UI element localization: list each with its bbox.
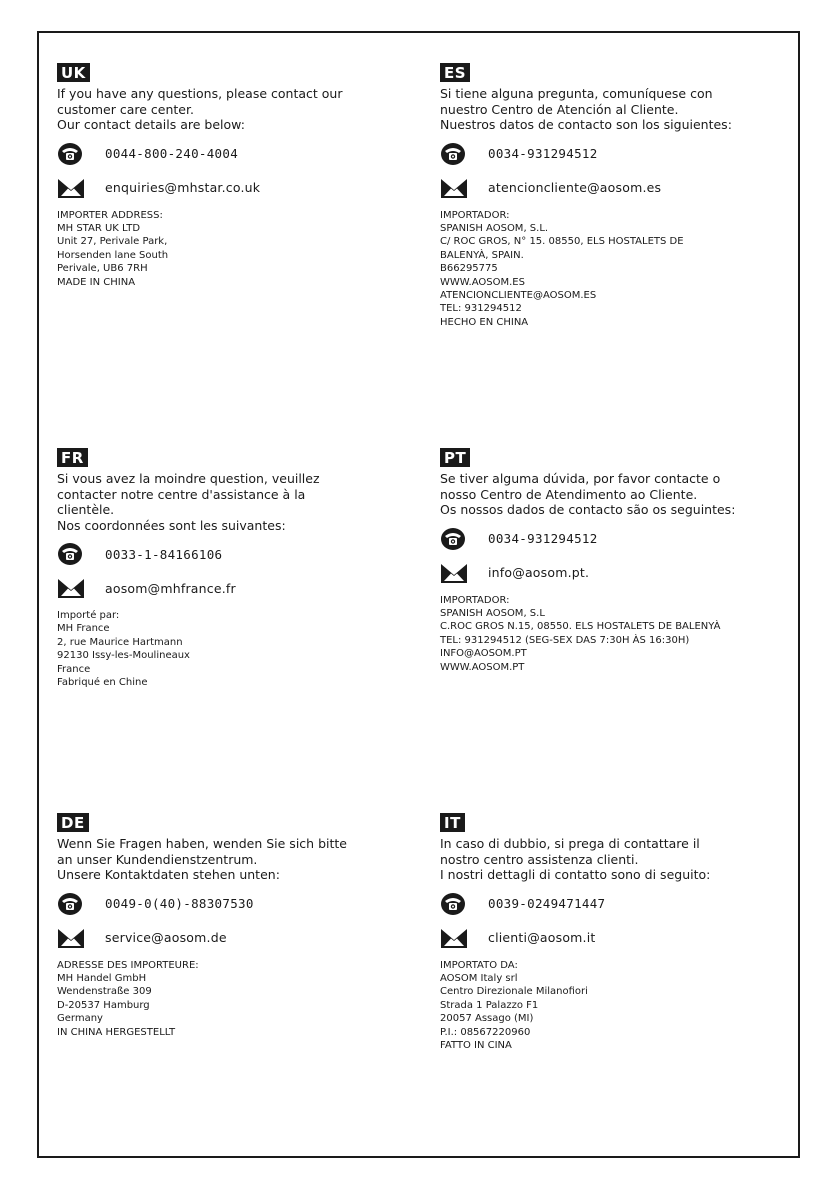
telephone-icon — [440, 527, 470, 551]
address-line: SPANISH AOSOM, S.L. — [440, 222, 549, 234]
address-line: Fabriqué en Chine — [57, 677, 148, 689]
country-code-badge: UK — [57, 63, 90, 82]
email-address: service@aosom.de — [105, 930, 227, 945]
importer-address — [440, 594, 810, 674]
phone-row — [440, 141, 810, 167]
phone-row — [440, 526, 810, 552]
phone-number: 0044-800-240-4004 — [105, 146, 239, 161]
address-line: 92130 Issy-les-Moulineaux — [57, 650, 190, 662]
intro-text — [440, 471, 810, 518]
email-address: clienti@aosom.it — [488, 930, 596, 945]
country-code-badge: FR — [57, 448, 88, 467]
contact-section-uk — [57, 63, 427, 289]
telephone-icon — [440, 892, 470, 916]
address-line: Horsenden lane South — [57, 249, 169, 261]
email-address: info@aosom.pt. — [488, 565, 590, 580]
address-line: MH France — [57, 623, 110, 635]
phone-number: 0034-931294512 — [488, 146, 598, 161]
intro-line: Our contact details are below: — [57, 117, 245, 132]
intro-line: Si vous avez la moindre question, veuillez — [57, 471, 320, 486]
intro-text — [440, 836, 810, 883]
address-line: Perivale, UB6 7RH — [57, 263, 148, 275]
address-line: ADRESSE DES IMPORTEURE: — [57, 959, 199, 971]
importer-address — [440, 959, 810, 1053]
address-line: IN CHINA HERGESTELLT — [57, 1026, 176, 1038]
envelope-icon — [440, 561, 470, 585]
email-address: enquiries@mhstar.co.uk — [105, 180, 261, 195]
intro-line: an unser Kundendienstzentrum. — [57, 851, 258, 867]
phone-number: 0039-0249471447 — [488, 896, 606, 911]
intro-text — [57, 836, 427, 883]
intro-line: Nos coordonnées sont les suivantes: — [57, 517, 286, 533]
intro-line: nostro centro assistenza clienti. — [440, 851, 639, 867]
phone-number: 0033-1-84166106 — [105, 546, 223, 562]
intro-line: I nostri dettagli di contatto sono di seguito: — [440, 867, 711, 882]
envelope-icon — [57, 576, 87, 600]
intro-text — [57, 86, 427, 133]
email-row — [57, 575, 427, 601]
phone-number: 0034-931294512 — [488, 531, 598, 546]
importer-address — [57, 209, 427, 289]
address-line: 2, rue Maurice Hartmann — [57, 636, 183, 648]
intro-line: customer care center. — [57, 101, 194, 117]
address-line: B66295775 — [440, 263, 498, 275]
address-line: P.I.: 08567220960 — [440, 1026, 531, 1038]
address-line: C.ROC GROS N.15, 08550. ELS HOSTALETS DE BALENYÀ — [440, 621, 721, 633]
intro-text — [57, 471, 427, 533]
contact-section-es — [440, 63, 810, 329]
envelope-icon — [57, 176, 87, 200]
intro-line: contacter notre centre d'assistance à la — [57, 486, 306, 502]
country-code-badge: DE — [57, 813, 89, 832]
importer-address — [57, 959, 427, 1039]
address-line: FATTO IN CINA — [440, 1039, 512, 1051]
address-line: Centro Direzionale Milanofiori — [440, 986, 588, 998]
importer-address — [57, 609, 427, 689]
address-line: D-20537 Hamburg — [57, 999, 150, 1011]
address-line: 20057 Assago (MI) — [440, 1013, 534, 1025]
email-row — [440, 175, 810, 201]
address-line: France — [57, 663, 91, 675]
intro-line: Si tiene alguna pregunta, comuníquese con — [440, 86, 713, 101]
intro-line: Wenn Sie Fragen haben, wenden Sie sich bitte — [57, 836, 347, 851]
telephone-icon — [57, 142, 87, 166]
address-line: BALENYÀ, SPAIN. — [440, 249, 524, 261]
address-line: INFO@AOSOM.PT — [440, 648, 527, 660]
phone-row — [57, 541, 427, 567]
address-line: HECHO EN CHINA — [440, 316, 529, 328]
phone-row — [440, 891, 810, 917]
email-row — [57, 925, 427, 951]
telephone-icon — [57, 892, 87, 916]
address-line: MH STAR UK LTD — [57, 222, 141, 234]
contact-section-de — [57, 813, 427, 1039]
country-code-badge: PT — [440, 448, 470, 467]
phone-number: 0049-0(40)-88307530 — [105, 896, 254, 911]
intro-text — [440, 86, 810, 133]
address-line: C/ ROC GROS, N° 15. 08550, ELS HOSTALETS DE — [440, 236, 684, 248]
address-line: Germany — [57, 1013, 103, 1025]
intro-line: clientèle. — [57, 502, 115, 517]
address-line: IMPORTADOR: — [440, 209, 510, 221]
address-line: IMPORTER ADDRESS: — [57, 209, 163, 221]
intro-line: Nuestros datos de contacto son los siguientes: — [440, 117, 732, 132]
phone-row — [57, 891, 427, 917]
envelope-icon — [440, 926, 470, 950]
contact-section-pt — [440, 448, 810, 674]
telephone-icon — [57, 542, 87, 566]
intro-line: nuestro Centro de Atención al Cliente. — [440, 101, 679, 117]
intro-line: Se tiver alguma dúvida, por favor contacte o — [440, 471, 721, 486]
email-address: atencioncliente@aosom.es — [488, 180, 662, 195]
email-row — [57, 175, 427, 201]
contact-section-fr — [57, 448, 427, 689]
phone-row — [57, 141, 427, 167]
address-line: IMPORTADOR: — [440, 594, 510, 606]
intro-line: In caso di dubbio, si prega di contattare il — [440, 836, 700, 851]
telephone-icon — [440, 142, 470, 166]
envelope-icon — [440, 176, 470, 200]
address-line: TEL: 931294512 — [440, 303, 522, 315]
address-line: SPANISH AOSOM, S.L — [440, 607, 545, 619]
intro-line: Os nossos dados de contacto são os seguintes: — [440, 502, 736, 517]
address-line: AOSOM Italy srl — [440, 972, 518, 984]
address-line: WWW.AOSOM.PT — [440, 661, 525, 673]
intro-line: Unsere Kontaktdaten stehen unten: — [57, 867, 280, 882]
country-code-badge: ES — [440, 63, 470, 82]
address-line: Wendenstraße 309 — [57, 986, 152, 998]
country-code-badge: IT — [440, 813, 465, 832]
intro-line: nosso Centro de Atendimento ao Cliente. — [440, 486, 698, 502]
address-line: MADE IN CHINA — [57, 276, 136, 288]
contact-section-it — [440, 813, 810, 1052]
envelope-icon — [57, 926, 87, 950]
address-line: Strada 1 Palazzo F1 — [440, 999, 539, 1011]
address-line: ATENCIONCLIENTE@AOSOM.ES — [440, 289, 597, 301]
address-line: Importé par: — [57, 610, 120, 621]
email-row — [440, 925, 810, 951]
address-line: Unit 27, Perivale Park, — [57, 236, 168, 248]
email-row — [440, 560, 810, 586]
intro-line: If you have any questions, please contact our — [57, 86, 343, 101]
address-line: WWW.AOSOM.ES — [440, 276, 525, 288]
email-address: aosom@mhfrance.fr — [105, 580, 236, 596]
address-line: IMPORTATO DA: — [440, 959, 518, 971]
address-line: TEL: 931294512 (SEG-SEX DAS 7:30H ÀS 16:30H) — [440, 634, 690, 646]
importer-address — [440, 209, 810, 330]
address-line: MH Handel GmbH — [57, 972, 147, 984]
